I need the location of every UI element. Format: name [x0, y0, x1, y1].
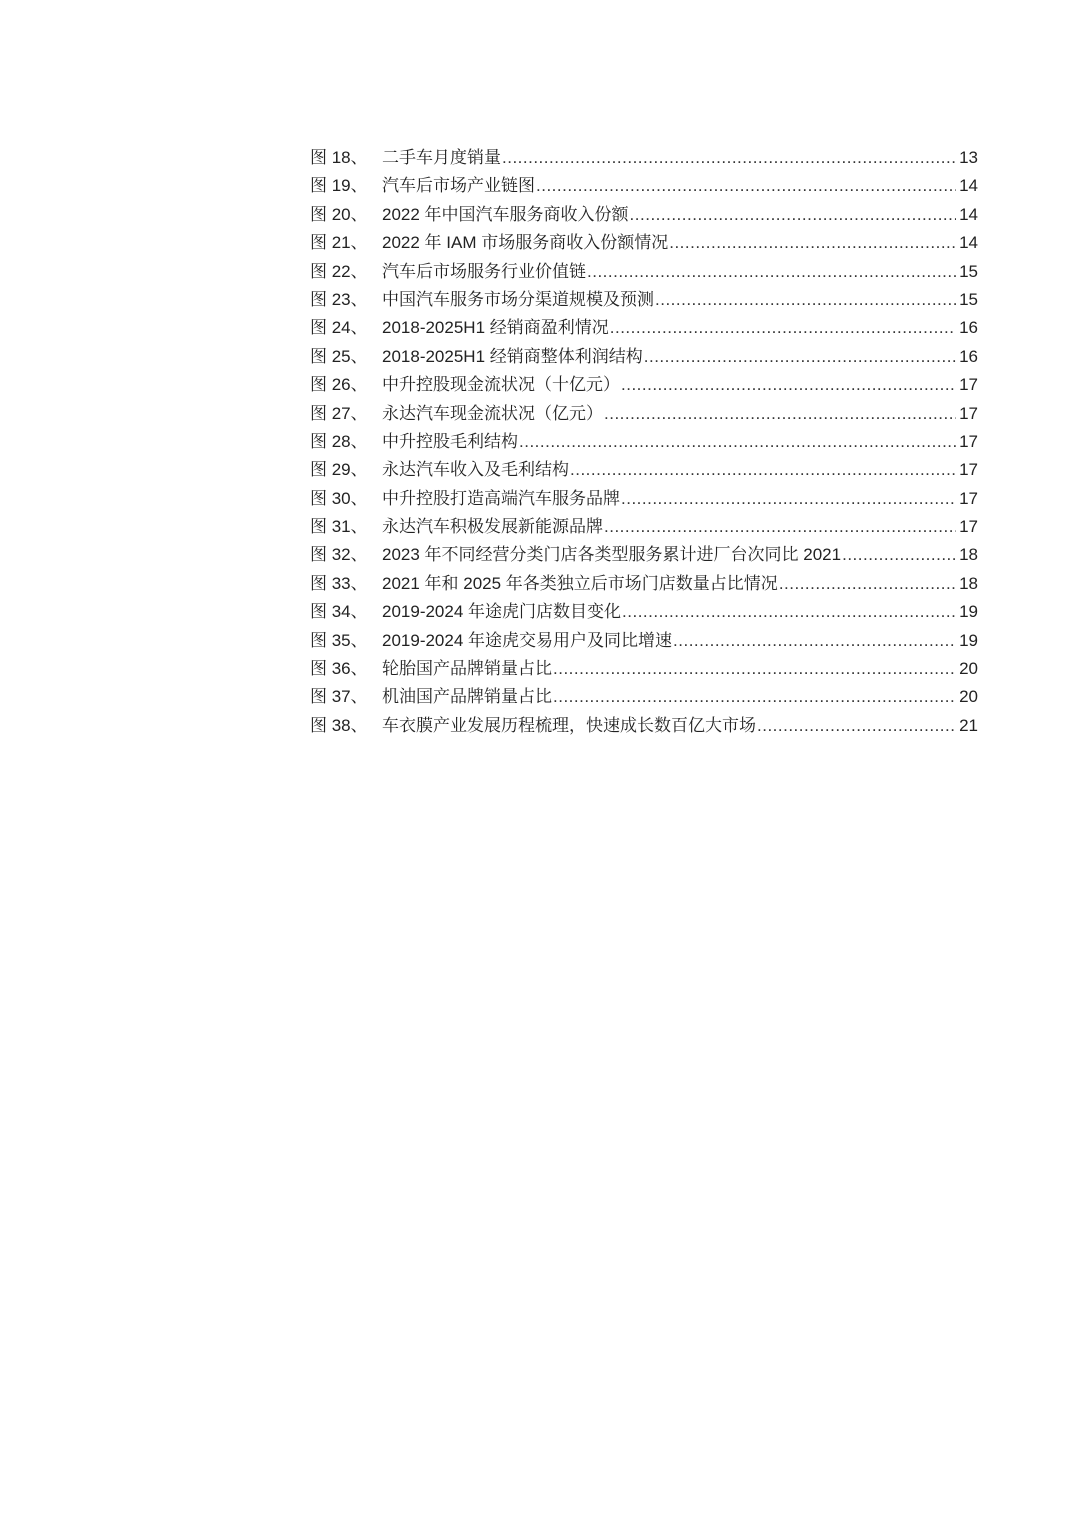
dot-leader [604, 400, 956, 428]
dot-leader [842, 541, 956, 569]
page-number: 17 [959, 488, 978, 508]
toc-entry[interactable] [310, 258, 978, 286]
toc-entry[interactable] [310, 144, 978, 172]
figure-title: 2018-2025H1 经销商整体利润结构 [382, 346, 643, 366]
figure-title: 轮胎国产品牌销量占比 [382, 659, 552, 679]
figure-title: 车衣膜产业发展历程梳理，快速成长数百亿大市场 [382, 715, 756, 735]
dot-leader [622, 598, 956, 626]
toc-entry[interactable] [310, 456, 978, 484]
figure-number: 图 26、 [310, 375, 368, 395]
toc-entry[interactable] [310, 400, 978, 428]
figure-number: 图 37、 [310, 687, 368, 707]
figure-title: 永达汽车收入及毛利结构 [382, 460, 569, 480]
toc-entry[interactable] [310, 598, 978, 626]
page-number: 17 [959, 460, 978, 480]
dot-leader [570, 456, 956, 484]
figure-number: 图 32、 [310, 545, 368, 565]
page-number: 17 [959, 431, 978, 451]
dot-leader [757, 712, 956, 740]
figure-title: 2022 年中国汽车服务商收入份额 [382, 204, 629, 224]
toc-entry[interactable] [310, 485, 978, 513]
page-number: 17 [959, 375, 978, 395]
figure-title: 机油国产品牌销量占比 [382, 687, 552, 707]
dot-leader [630, 201, 956, 229]
page-number: 20 [959, 659, 978, 679]
figure-title: 永达汽车现金流状况（亿元） [382, 403, 603, 423]
page-number: 16 [959, 346, 978, 366]
dot-leader [655, 286, 956, 314]
page-number: 14 [959, 204, 978, 224]
dot-leader [669, 229, 956, 257]
figure-number: 图 36、 [310, 659, 368, 679]
figure-number: 图 24、 [310, 318, 368, 338]
figure-number: 图 35、 [310, 630, 368, 650]
toc-entry[interactable] [310, 513, 978, 541]
toc-entry[interactable] [310, 712, 978, 740]
figure-title: 汽车后市场产业链图 [382, 176, 535, 196]
figure-number: 图 30、 [310, 488, 368, 508]
dot-leader [644, 343, 956, 371]
figure-title: 中国汽车服务市场分渠道规模及预测 [382, 289, 654, 309]
page-number: 21 [959, 715, 978, 735]
dot-leader [621, 485, 956, 513]
page-number: 19 [959, 602, 978, 622]
figure-number: 图 20、 [310, 204, 368, 224]
figure-title: 永达汽车积极发展新能源品牌 [382, 517, 603, 537]
dot-leader [553, 683, 956, 711]
figure-number: 图 38、 [310, 715, 368, 735]
toc-entry[interactable] [310, 570, 978, 598]
page-number: 16 [959, 318, 978, 338]
figure-number: 图 23、 [310, 289, 368, 309]
dot-leader [621, 371, 956, 399]
page-number: 17 [959, 517, 978, 537]
dot-leader [604, 513, 956, 541]
figure-number: 图 19、 [310, 176, 368, 196]
figure-title: 2022 年 IAM 市场服务商收入份额情况 [382, 233, 669, 253]
figure-number: 图 25、 [310, 346, 368, 366]
toc-entry[interactable] [310, 314, 978, 342]
page-number: 14 [959, 233, 978, 253]
figure-number: 图 34、 [310, 602, 368, 622]
toc-entry[interactable] [310, 683, 978, 711]
toc-entry[interactable] [310, 343, 978, 371]
figure-title: 中升控股打造高端汽车服务品牌 [382, 488, 620, 508]
figure-number: 图 18、 [310, 148, 368, 167]
toc-entry[interactable] [310, 655, 978, 683]
toc-entry[interactable] [310, 201, 978, 229]
dot-leader [502, 144, 956, 172]
dot-leader [610, 314, 956, 342]
page-number: 13 [959, 148, 978, 167]
dot-leader [553, 655, 956, 683]
figure-title: 中升控股毛利结构 [382, 431, 518, 451]
figure-title: 2019-2024 年途虎交易用户及同比增速 [382, 630, 673, 650]
figure-list [310, 144, 978, 740]
figure-number: 图 29、 [310, 460, 368, 480]
figure-title: 2018-2025H1 经销商盈利情况 [382, 318, 609, 338]
figure-title: 2021 年和 2025 年各类独立后市场门店数量占比情况 [382, 573, 778, 593]
figure-number: 图 27、 [310, 403, 368, 423]
toc-entry[interactable] [310, 229, 978, 257]
dot-leader [536, 172, 956, 200]
figure-number: 图 21、 [310, 233, 368, 253]
page-number: 20 [959, 687, 978, 707]
page-number: 18 [959, 573, 978, 593]
figure-title: 中升控股现金流状况（十亿元） [382, 375, 620, 395]
toc-entry[interactable] [310, 541, 978, 569]
figure-number: 图 22、 [310, 261, 368, 281]
figure-number: 图 31、 [310, 517, 368, 537]
figure-title: 汽车后市场服务行业价值链 [382, 261, 586, 281]
toc-entry[interactable] [310, 428, 978, 456]
page-number: 14 [959, 176, 978, 196]
dot-leader [519, 428, 956, 456]
figure-title: 二手车月度销量 [382, 148, 501, 167]
page-number: 15 [959, 289, 978, 309]
dot-leader [587, 258, 956, 286]
toc-entry[interactable] [310, 371, 978, 399]
figure-title: 2023 年不同经营分类门店各类型服务累计进厂台次同比 2021 [382, 545, 842, 565]
page-number: 18 [959, 545, 978, 565]
page-number: 15 [959, 261, 978, 281]
dot-leader [779, 570, 956, 598]
figure-number: 图 28、 [310, 431, 368, 451]
toc-entry[interactable] [310, 627, 978, 655]
toc-entry[interactable] [310, 172, 978, 200]
dot-leader [673, 627, 956, 655]
page-number: 19 [959, 630, 978, 650]
figure-number: 图 33、 [310, 573, 368, 593]
toc-entry[interactable] [310, 286, 978, 314]
page-number: 17 [959, 403, 978, 423]
figure-title: 2019-2024 年途虎门店数目变化 [382, 602, 622, 622]
